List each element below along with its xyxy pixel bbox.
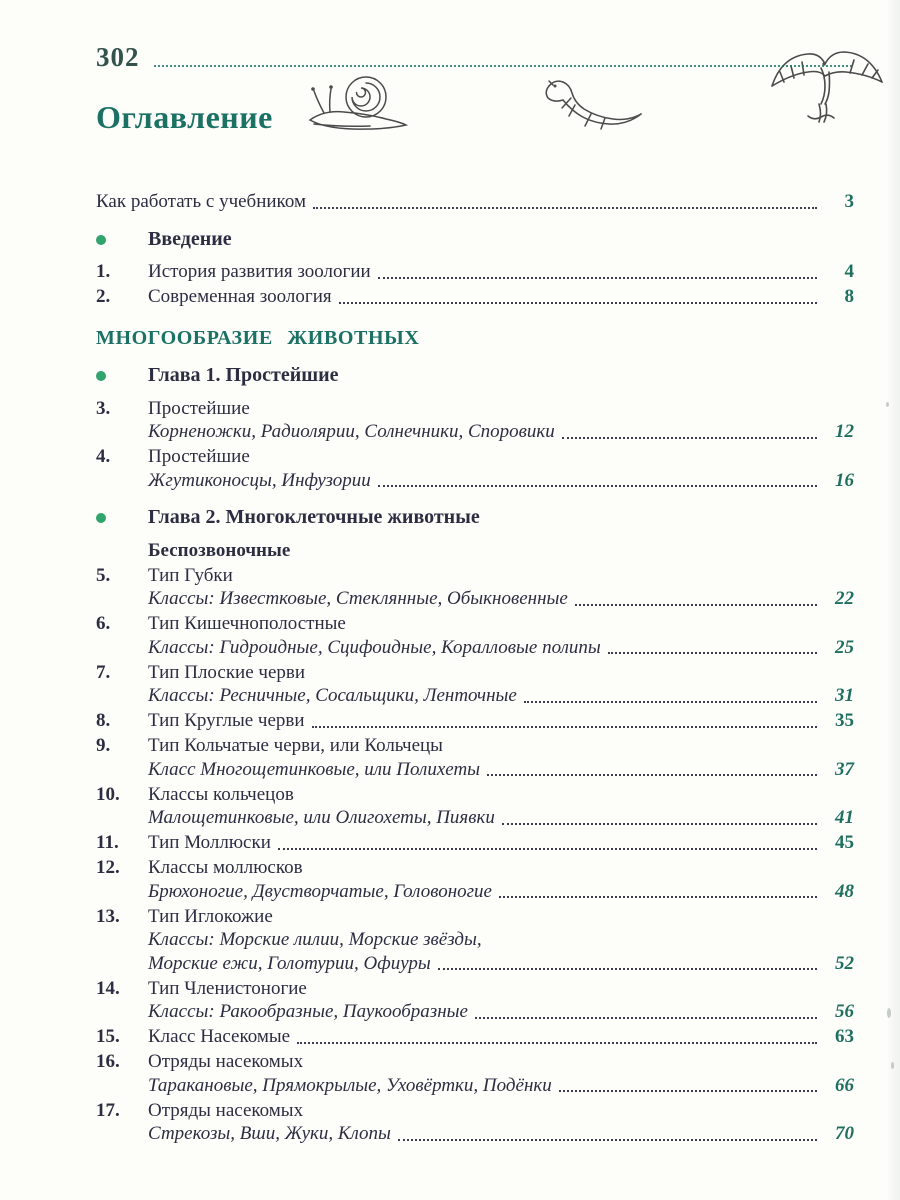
toc-entry [96,445,854,492]
toc-subheading [96,539,854,563]
entry-lines [148,1099,854,1146]
chapter-bullet-cell [96,506,148,530]
chapter-bullet-icon [96,371,106,381]
entry-line [148,905,854,929]
entry-line [148,587,854,611]
entry-lines [148,783,854,830]
entry-number: 11. [96,832,119,853]
entry-line [148,564,854,588]
toc-chapter [96,228,854,252]
entry-line [148,420,854,444]
toc-chapter [96,506,854,530]
header-dotted-rule [154,65,853,67]
entry-text: Классы кольчецов [148,783,294,805]
toc-list [96,190,854,1146]
dot-leader [297,1042,817,1044]
subheading-label: Беспозвоночные [148,539,291,561]
entry-text: Корненожки, Радиолярии, Солнечники, Споровики [148,421,555,442]
entry-text: Классы: Ресничные, Сосальщики, Ленточные [148,685,517,706]
chapter-bullet-cell [96,364,148,388]
entry-lines [148,856,854,903]
entry-lines [148,734,854,781]
entry-line [148,1122,854,1146]
page-number: 3 [844,191,854,212]
entry-line [148,1099,854,1123]
entry-number: 8. [96,710,111,731]
chapter-heading-label: Глава 2. Многоклеточные животные [148,506,480,528]
entry-lines [148,564,854,611]
toc-entry [96,612,854,659]
entry-line [148,709,854,733]
entry-line [148,831,854,855]
entry-line [96,190,854,214]
toc-section [96,327,854,351]
dot-leader [475,1017,817,1019]
page-number: 63 [835,1026,854,1047]
dot-leader [524,701,817,703]
dot-leader [378,277,817,279]
page-number: 70 [835,1123,854,1144]
toc-entry [96,661,854,708]
dot-leader [339,302,817,304]
entry-text: Класс Насекомые [148,1026,291,1047]
entry-line [148,977,854,1001]
entry-line [148,952,854,976]
dot-leader [398,1139,817,1141]
toc-entry [96,285,854,309]
entry-text: Современная зоология [148,286,332,307]
toc-entry [96,783,854,830]
dot-leader [608,652,817,654]
entry-lines [96,190,854,214]
entry-lines [148,831,854,855]
entry-lines [148,445,854,492]
entry-line [148,856,854,880]
entry-line [148,285,854,309]
dot-leader [502,823,817,825]
entry-text: Классы: Известковые, Стеклянные, Обыкновенные [148,588,568,609]
entry-number: 3. [96,397,111,419]
chapter-bullet-icon [96,513,106,523]
entry-text: Как работать с учебником [96,191,306,212]
dot-leader [278,848,817,850]
entry-line [148,806,854,830]
toc-entry [96,709,854,733]
toc-entry [96,831,854,855]
entry-number: 12. [96,857,120,878]
page-title: Оглавление [96,99,273,135]
page-number: 16 [835,469,854,491]
dot-leader [575,604,817,606]
scan-speck [886,402,889,407]
page-number: 22 [835,588,854,609]
section-heading-label: МНОГООБРАЗИЕ ЖИВОТНЫХ [96,326,420,349]
entry-text: Тип Кишечнополостные [148,613,346,634]
folio-page-number: 302 [96,42,140,72]
page-number: 25 [835,636,854,658]
entry-text: Классы моллюсков [148,857,303,878]
entry-text: История развития зоологии [148,261,371,282]
page-number: 48 [835,880,854,902]
page-number: 66 [835,1074,854,1096]
entry-number: 1. [96,261,111,282]
entry-lines [148,612,854,659]
dot-leader [559,1090,817,1092]
entry-lines [148,1025,854,1049]
toc-entry [96,1099,854,1146]
entry-number: 10. [96,783,120,805]
entry-lines [148,397,854,444]
dot-leader [438,968,817,970]
page-number: 41 [835,807,854,828]
entry-text: Простейшие [148,397,250,419]
entry-line [148,612,854,636]
scan-speck [887,1008,891,1018]
entry-lines [148,661,854,708]
entry-line [148,636,854,660]
entry-number: 7. [96,661,111,683]
entry-text: Тип Губки [148,564,233,586]
entry-number: 5. [96,564,111,586]
entry-text: Брюхоногие, Двустворчатые, Головоногие [148,880,492,902]
entry-line [148,661,854,685]
page-number: 8 [844,286,854,307]
entry-number: 2. [96,286,111,307]
entry-lines [148,905,854,976]
entry-text: Малощетинковые, или Олигохеты, Пиявки [148,807,495,828]
entry-text: Отряды насекомых [148,1099,304,1121]
entry-text: Стрекозы, Вши, Жуки, Клопы [148,1123,391,1144]
entry-number: 15. [96,1026,120,1047]
entry-number: 14. [96,977,120,999]
entry-lines [148,285,854,309]
entry-line [148,260,854,284]
dot-leader [499,896,817,898]
page-number: 52 [835,952,854,974]
entry-number: 9. [96,735,111,756]
page-number: 56 [835,1001,854,1022]
entry-line [148,783,854,807]
entry-text: Тип Круглые черви [148,710,305,731]
entry-line [148,445,854,469]
toc-entry [96,905,854,976]
toc-intro [96,190,854,214]
entry-text: Жгутиконосцы, Инфузории [148,469,371,491]
entry-text: Таракановые, Прямокрылые, Уховёртки, Подёнки [148,1074,552,1096]
entry-text: Тип Моллюски [148,832,271,853]
entry-line [148,928,854,952]
entry-text: Класс Многощетинковые, или Полихеты [148,758,481,780]
entry-line [148,684,854,708]
entry-text: Классы: Гидроидные, Сцифоидные, Коралловые полипы [148,636,601,658]
entry-lines [148,977,854,1024]
toc-entry [96,1050,854,1097]
page-number: 4 [844,261,854,282]
page-number: 12 [835,421,854,442]
dot-leader [562,437,817,439]
dot-leader [313,207,817,209]
page-number: 37 [835,758,854,780]
dot-leader [487,774,817,776]
entry-number: 13. [96,905,120,927]
entry-line [148,1074,854,1098]
toc-chapter [96,364,854,388]
entry-line [148,880,854,904]
entry-text: Тип Кольчатые черви, или Кольчецы [148,735,443,756]
chapter-bullet-cell [96,228,148,252]
entry-text: Отряды насекомых [148,1051,304,1072]
scan-speck [891,1062,894,1069]
entry-lines [148,709,854,733]
toc-entry [96,397,854,444]
entry-line [148,469,854,493]
dot-leader [312,726,817,728]
toc-entry [96,1025,854,1049]
toc-entry [96,856,854,903]
chapter-heading-label: Глава 1. Простейшие [148,364,339,386]
entry-lines [148,1050,854,1097]
toc-entry [96,564,854,611]
entry-text: Классы: Морские лилии, Морские звёзды, [148,929,482,950]
entry-text: Тип Членистоногие [148,977,307,999]
entry-line [148,1025,854,1049]
entry-text: Классы: Ракообразные, Паукообразные [148,1001,468,1022]
toc-entry [96,734,854,781]
toc-entry [96,260,854,284]
entry-number: 6. [96,613,111,634]
entry-line [148,758,854,782]
page-number: 31 [835,685,854,706]
entry-line [148,734,854,758]
page-number: 35 [835,710,854,731]
entry-text: Тип Иглокожие [148,905,273,927]
page-number: 45 [835,832,854,853]
entry-text: Простейшие [148,446,250,467]
entry-line [148,1000,854,1024]
entry-number: 16. [96,1051,120,1072]
toc-entry [96,977,854,1024]
entry-lines [148,260,854,284]
page-header [96,42,854,73]
entry-text: Морские ежи, Голотурии, Офиуры [148,952,431,974]
chapter-bullet-icon [96,235,106,245]
entry-text: Тип Плоские черви [148,661,306,683]
chapter-heading-label: Введение [148,227,232,250]
dot-leader [378,485,817,487]
entry-line [148,397,854,421]
entry-number: 17. [96,1099,120,1121]
entry-line [148,1050,854,1074]
entry-number: 4. [96,446,111,467]
